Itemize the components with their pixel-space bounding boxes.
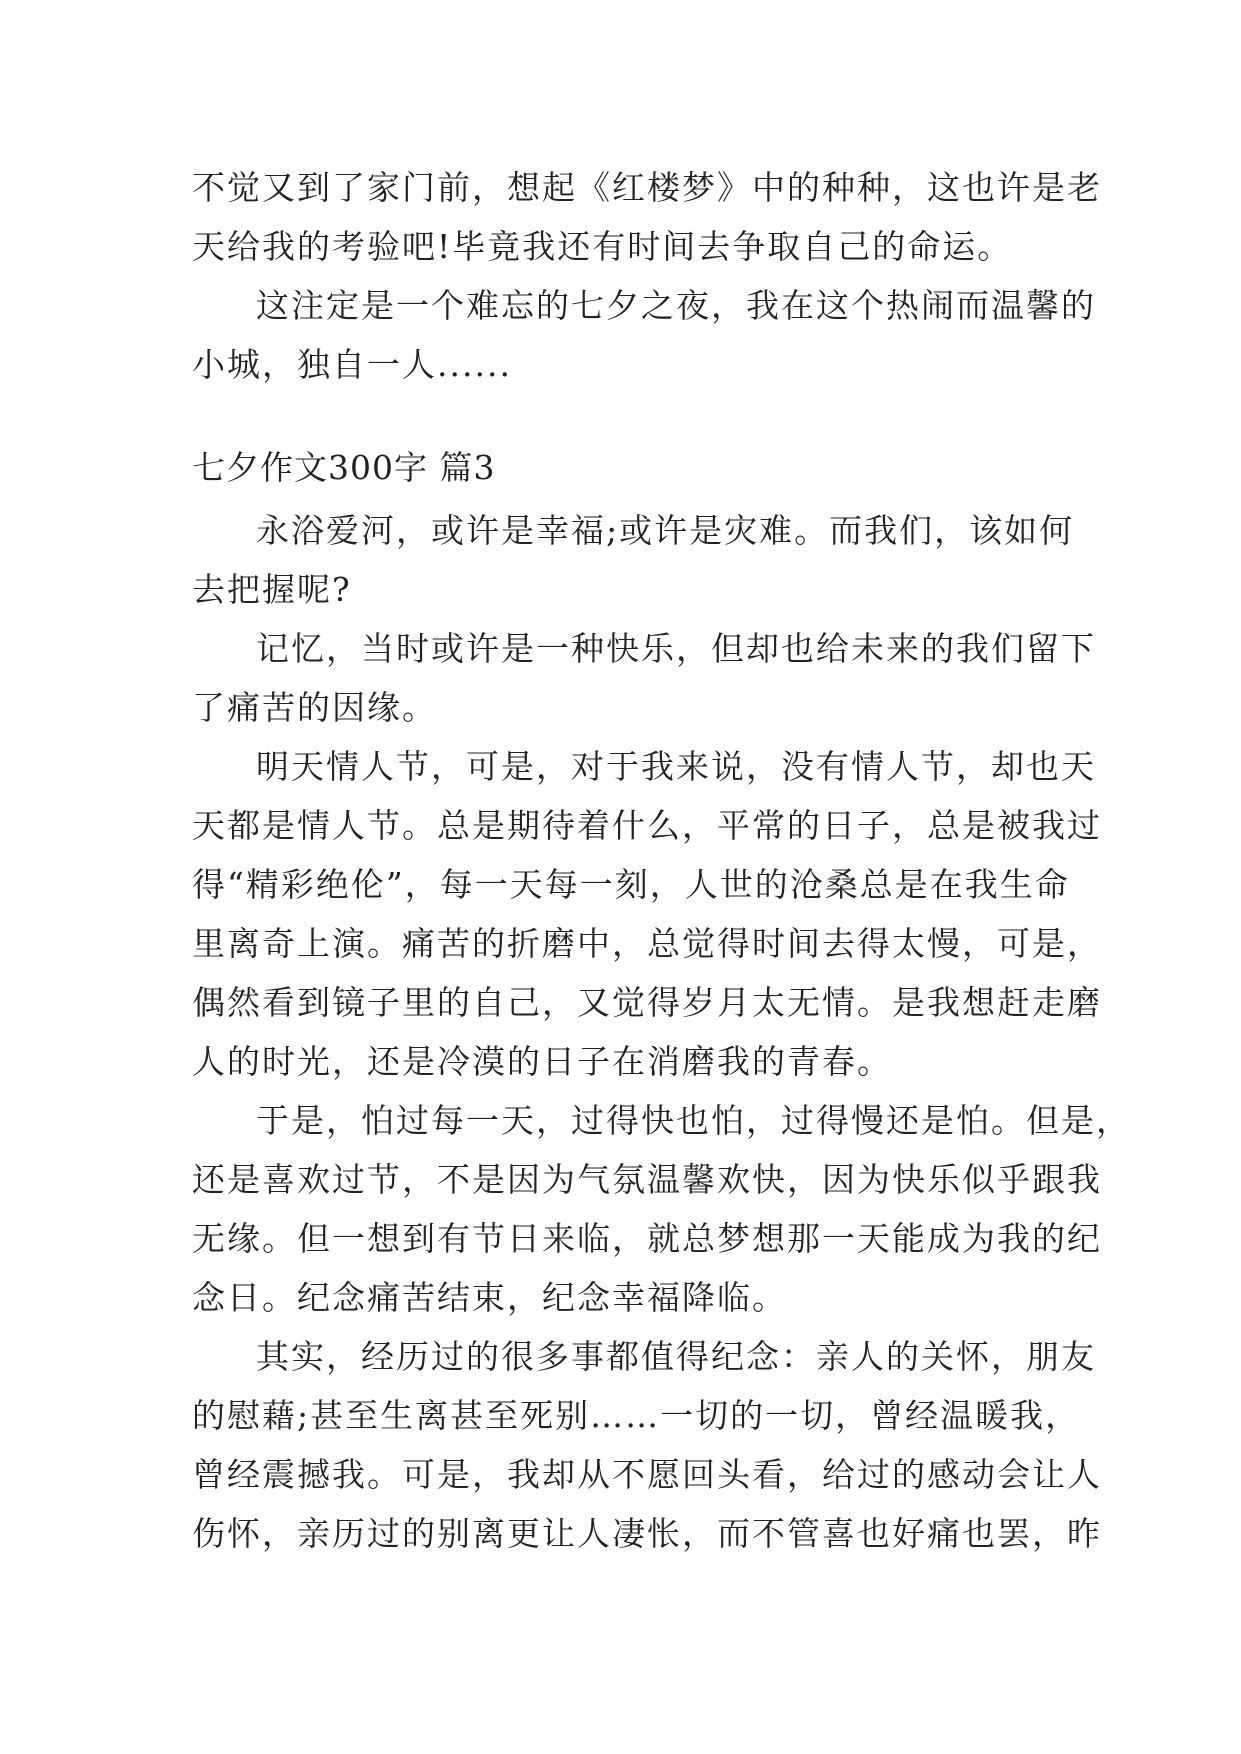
- text-line: 去把握呢?: [192, 570, 352, 609]
- text-line: 伤怀，亲历过的别离更让人凄怅，而不管喜也好痛也罢，昨: [192, 1514, 1102, 1553]
- text-line: 里离奇上演。痛苦的折磨中，总觉得时间去得太慢，可是，: [192, 924, 1102, 963]
- text-line: 偶然看到镜子里的自己，又觉得岁月太无情。是我想赶走磨: [192, 983, 1102, 1022]
- text-line: 天给我的考验吧!毕竟我还有时间去争取自己的命运。: [192, 227, 1013, 266]
- text-line: 人的时光，还是冷漠的日子在消磨我的青春。: [192, 1042, 892, 1081]
- text-line: 还是喜欢过节，不是因为气氛温馨欢快，因为快乐似乎跟我: [192, 1160, 1102, 1199]
- text-line: 小城，独自一人......: [192, 345, 512, 384]
- paragraph-first-line: 记忆，当时或许是一种快乐，但却也给未来的我们留下: [256, 629, 1096, 668]
- text-line: 念日。纪念痛苦结束，纪念幸福降临。: [192, 1278, 787, 1317]
- text-line: 天都是情人节。总是期待着什么，平常的日子，总是被我过: [192, 806, 1102, 845]
- paragraph-first-line: 永浴爱河，或许是幸福;或许是灾难。而我们，该如何: [256, 511, 1075, 550]
- section-heading: 七夕作文300字 篇3: [192, 448, 496, 487]
- paragraph-first-line: 其实，经历过的很多事都值得纪念：亲人的关怀，朋友: [256, 1337, 1096, 1376]
- paragraph-first-line: 于是，怕过每一天，过得快也怕，过得慢还是怕。但是，: [256, 1101, 1131, 1140]
- text-line: 曾经震撼我。可是，我却从不愿回头看，给过的感动会让人: [192, 1455, 1102, 1494]
- text-line: 得“精彩绝伦”，每一天每一刻，人世的沧桑总是在我生命: [192, 865, 1070, 904]
- text-line: 了痛苦的因缘。: [192, 688, 437, 727]
- text-line: 不觉又到了家门前，想起《红楼梦》中的种种，这也许是老: [192, 168, 1102, 207]
- text-line: 的慰藉;甚至生离甚至死别……一切的一切，曾经温暖我，: [192, 1396, 1081, 1435]
- paragraph-first-line: 这注定是一个难忘的七夕之夜，我在这个热闹而温馨的: [256, 286, 1096, 325]
- paragraph-first-line: 明天情人节，可是，对于我来说，没有情人节，却也天: [256, 747, 1096, 786]
- text-line: 无缘。但一想到有节日来临，就总梦想那一天能成为我的纪: [192, 1219, 1102, 1258]
